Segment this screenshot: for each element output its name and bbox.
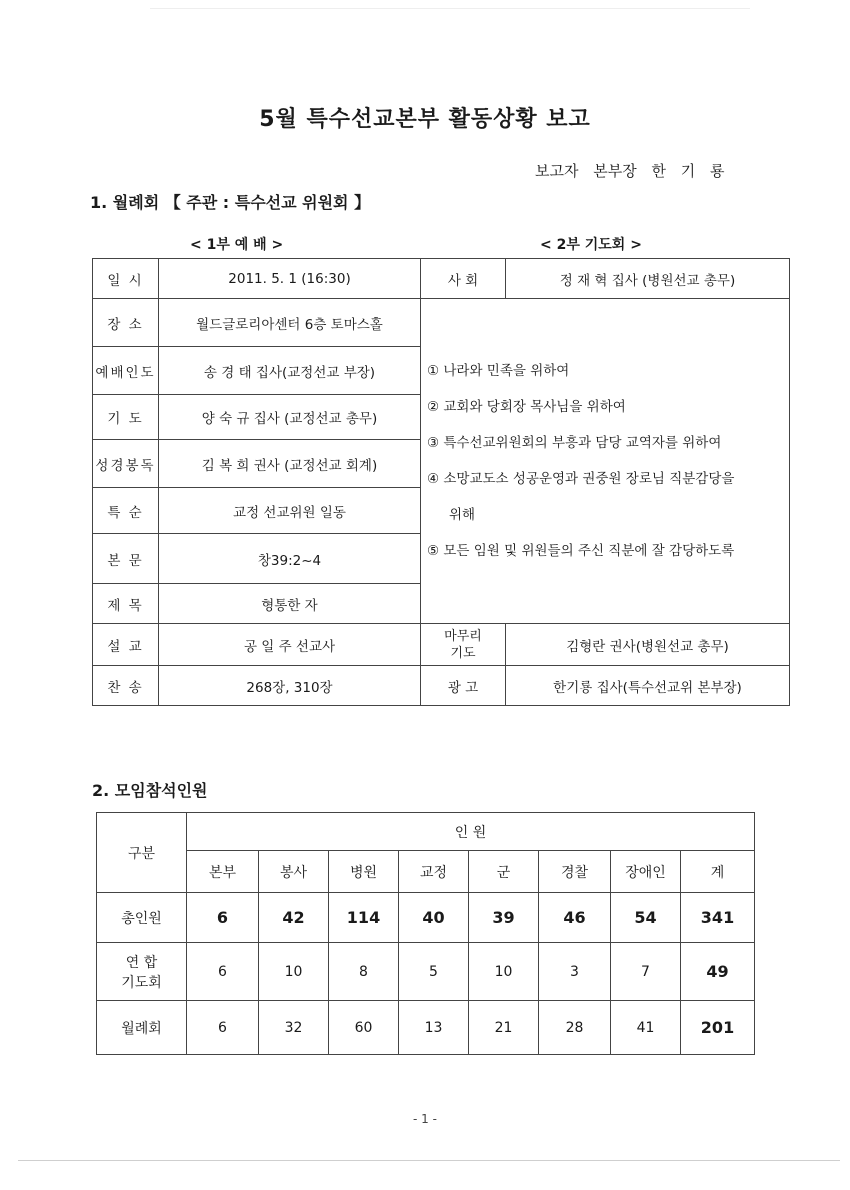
count-cell: 114 <box>329 893 399 943</box>
page-title: 5월 특수선교본부 활동상황 보고 <box>259 107 591 132</box>
scan-artifact-top <box>150 8 750 9</box>
column-header: 경찰 <box>539 851 611 893</box>
host-label: 사 회 <box>421 259 506 299</box>
prayer-item: ④ 소망교도소 성공운영과 권중원 장로님 직분감당을 <box>427 471 735 487</box>
count-cell: 5 <box>399 943 469 1001</box>
part2-heading: < 2부 기도회 > <box>540 237 642 253</box>
prayer-item: 위해 <box>449 507 476 523</box>
count-cell: 3 <box>539 943 611 1001</box>
notice-label: 광 고 <box>421 666 506 706</box>
prayer-item: ① 나라와 민족을 위하여 <box>427 363 570 379</box>
count-cell: 54 <box>611 893 681 943</box>
people-header: 인 원 <box>187 813 755 851</box>
column-header: 교정 <box>399 851 469 893</box>
count-cell: 46 <box>539 893 611 943</box>
prayer-topics <box>421 299 790 624</box>
worship-label: 기 도 <box>93 395 159 440</box>
host-value: 정 재 혁 집사 (병원선교 총무) <box>506 259 790 299</box>
closing-prayer-label <box>421 624 506 666</box>
notice-value: 한기룡 집사(특수선교위 본부장) <box>506 666 790 706</box>
table-row <box>97 893 755 943</box>
count-cell: 21 <box>469 1001 539 1055</box>
worship-value: 창39:2~4 <box>159 534 421 584</box>
worship-value: 월드글로리아센터 6층 토마스홀 <box>159 299 421 347</box>
column-header: 본부 <box>187 851 259 893</box>
row-label: 월례회 <box>97 1001 187 1055</box>
group-header: 구분 <box>97 813 187 893</box>
count-cell: 40 <box>399 893 469 943</box>
column-header: 계 <box>681 851 755 893</box>
total-cell: 49 <box>681 943 755 1001</box>
worship-label: 제 목 <box>93 584 159 624</box>
count-cell: 10 <box>469 943 539 1001</box>
worship-value: 송 경 태 집사(교정선교 부장) <box>159 347 421 395</box>
count-cell: 6 <box>187 893 259 943</box>
worship-label: 본 문 <box>93 534 159 584</box>
column-header: 병원 <box>329 851 399 893</box>
page-number: - 1 - <box>413 1112 437 1126</box>
worship-value: 양 숙 규 집사 (교정선교 총무) <box>159 395 421 440</box>
attendance-table <box>96 812 755 1055</box>
row-label: 총인원 <box>97 893 187 943</box>
worship-value: 공 일 주 선교사 <box>159 624 421 666</box>
reporter-line: 보고자 본부장 한 기 룡 <box>535 162 725 180</box>
count-cell: 42 <box>259 893 329 943</box>
worship-label: 예배인도 <box>93 347 159 395</box>
closing-label-line: 마무리 <box>444 628 482 644</box>
worship-label: 특 순 <box>93 488 159 534</box>
column-header: 군 <box>469 851 539 893</box>
count-cell: 6 <box>187 1001 259 1055</box>
total-cell: 341 <box>681 893 755 943</box>
worship-label: 설 교 <box>93 624 159 666</box>
count-cell: 6 <box>187 943 259 1001</box>
section-2-heading: 2. 모임참석인원 <box>92 781 208 800</box>
worship-table <box>92 258 790 706</box>
row-label <box>97 943 187 1001</box>
scan-artifact-bottom <box>18 1160 840 1161</box>
worship-label: 찬 송 <box>93 666 159 706</box>
worship-label: 장 소 <box>93 299 159 347</box>
table-row <box>97 1001 755 1055</box>
count-cell: 41 <box>611 1001 681 1055</box>
table-row <box>97 943 755 1001</box>
closing-prayer-value: 김형란 권사(병원선교 총무) <box>506 624 790 666</box>
count-cell: 13 <box>399 1001 469 1055</box>
count-cell: 8 <box>329 943 399 1001</box>
worship-label: 성경봉독 <box>93 440 159 488</box>
worship-value: 김 복 희 권사 (교정선교 회계) <box>159 440 421 488</box>
row-label-line: 기도회 <box>121 974 162 991</box>
prayer-item: ② 교회와 당회장 목사님을 위하여 <box>427 399 626 415</box>
count-cell: 10 <box>259 943 329 1001</box>
count-cell: 60 <box>329 1001 399 1055</box>
closing-label-line: 기도 <box>450 645 476 661</box>
part1-heading: < 1부 예 배 > <box>190 237 284 253</box>
total-cell: 201 <box>681 1001 755 1055</box>
count-cell: 39 <box>469 893 539 943</box>
row-label-line: 연 합 <box>125 954 158 971</box>
column-header: 봉사 <box>259 851 329 893</box>
worship-label: 일 시 <box>93 259 159 299</box>
worship-value: 형통한 자 <box>159 584 421 624</box>
worship-value: 2011. 5. 1 (16:30) <box>159 259 421 299</box>
prayer-item: ⑤ 모든 임원 및 위원들의 주신 직분에 잘 감당하도록 <box>427 543 735 559</box>
count-cell: 7 <box>611 943 681 1001</box>
worship-value: 268장, 310장 <box>159 666 421 706</box>
column-header: 장애인 <box>611 851 681 893</box>
section-1-heading: 1. 월례회 【 주관 : 특수선교 위원회 】 <box>90 193 371 212</box>
count-cell: 32 <box>259 1001 329 1055</box>
worship-value: 교정 선교위원 일동 <box>159 488 421 534</box>
count-cell: 28 <box>539 1001 611 1055</box>
prayer-item: ③ 특수선교위원회의 부흥과 담당 교역자를 위하여 <box>427 435 722 451</box>
